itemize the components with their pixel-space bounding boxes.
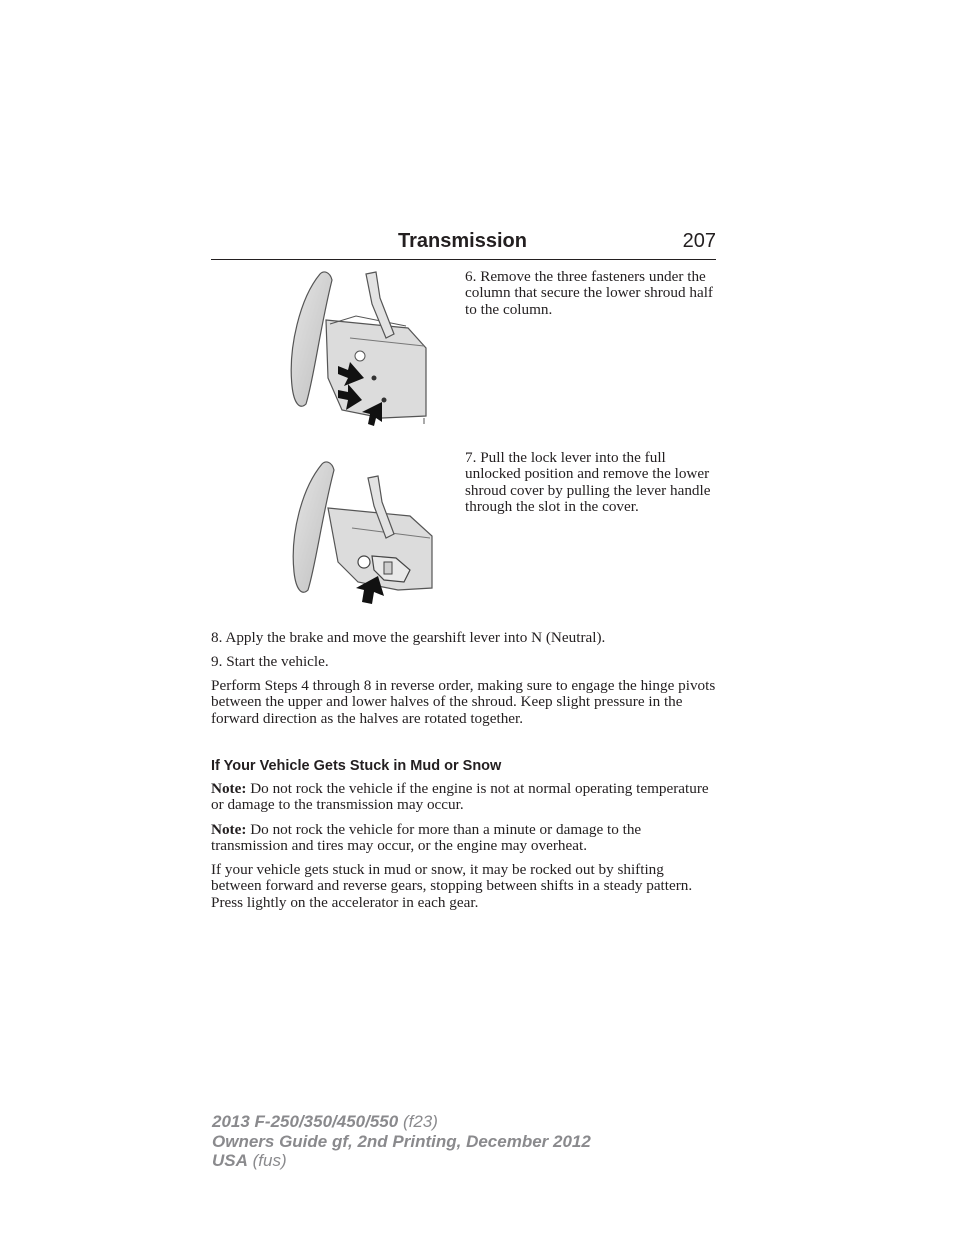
section-title: Transmission <box>398 230 527 252</box>
footer-market: USA <box>212 1151 248 1170</box>
page-header <box>211 229 716 260</box>
footer-line-edition <box>212 1132 591 1152</box>
stuck-paragraph: If your vehicle gets stuck in mud or snow, it may be rocked out by shifting between forward and reverse gears, stopping between shifts in a steady pattern. Press lightly on the accelerator in each gear. <box>211 861 693 911</box>
section-subheading: If Your Vehicle Gets Stuck in Mud or Snow <box>211 758 502 774</box>
note-label: Note: <box>211 780 247 797</box>
step-8-text: 8. Apply the brake and move the gearshift lever into N (Neutral). <box>211 629 606 646</box>
footer-market-code: (fus) <box>247 1151 287 1170</box>
footer-line-market <box>212 1151 591 1171</box>
note-2-text: Do not rock the vehicle for more than a minute or damage to the transmission and tires may occur, or the engine may overheat. <box>211 821 642 855</box>
note-2 <box>211 822 716 855</box>
page-number: 207 <box>682 230 716 252</box>
figure-steering-column-fasteners <box>286 268 436 428</box>
step-9-text: 9. Start the vehicle. <box>211 653 329 670</box>
footer-edition: Owners Guide gf, 2nd Printing, December 2012 <box>212 1131 591 1151</box>
footer-line-model <box>212 1112 591 1132</box>
step-7-text: 7. Pull the lock lever into the full unlocked position and remove the lower shroud cover by pulling the lever handle through the slot in the cover. <box>465 449 711 516</box>
note-1-text: Do not rock the vehicle if the engine is not at normal operating temperature or damage to the transmission may occur. <box>211 780 709 814</box>
step-6-text: 6. Remove the three fasteners under the column that secure the lower shroud half to the column. <box>465 268 713 318</box>
reverse-order-paragraph: Perform Steps 4 through 8 in reverse order, making sure to engage the hinge pivots between the upper and lower halves of the shroud. Keep slight pressure in the forward direction as the halves are rotated together. <box>211 677 716 727</box>
figure-lock-lever-shroud <box>288 458 438 606</box>
note-1 <box>211 781 716 814</box>
page-footer <box>212 1112 591 1171</box>
footer-model-code: (f23) <box>398 1112 438 1131</box>
note-label: Note: <box>211 821 247 838</box>
footer-model: 2013 F-250/350/450/550 <box>212 1112 399 1131</box>
